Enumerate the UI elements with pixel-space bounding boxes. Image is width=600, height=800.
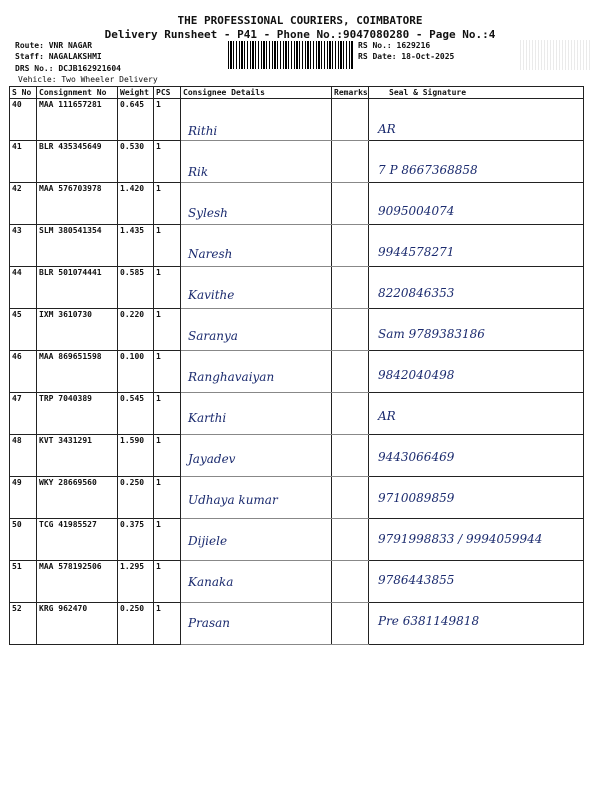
cell-remarks <box>332 561 369 603</box>
cell-remarks <box>332 393 369 435</box>
consignee-handwritten-name: Naresh <box>188 247 233 261</box>
cell-pcs: 1 <box>154 477 181 519</box>
consignee-handwritten-name: Kavithe <box>188 288 235 302</box>
table-row <box>10 393 584 435</box>
cell-sno: 51 <box>10 561 37 603</box>
cell-signature <box>369 393 584 435</box>
cell-sno: 43 <box>10 225 37 267</box>
handwritten-signature: AR <box>378 409 396 423</box>
cell-weight: 1.295 <box>118 561 154 603</box>
cell-weight: 0.250 <box>118 603 154 645</box>
cell-cons: MAA 576703978 <box>37 183 118 225</box>
cell-pcs: 1 <box>154 561 181 603</box>
table-row <box>10 309 584 351</box>
consignee-handwritten-name: Jayadev <box>188 452 236 466</box>
vehicle-label: Vehicle: Two Wheeler Delivery <box>18 75 158 84</box>
cell-remarks <box>332 141 369 183</box>
table-header-row <box>10 87 584 99</box>
cell-cons: MAA 111657281 <box>37 99 118 141</box>
staff-label: Staff: NAGALAKSHMI <box>15 52 102 61</box>
cell-sno: 45 <box>10 309 37 351</box>
cell-cons: WKY 28669560 <box>37 477 118 519</box>
consignee-handwritten-name: Rithi <box>188 124 218 138</box>
handwritten-signature: Sam 9789383186 <box>378 327 485 341</box>
col-header-signature: Seal & Signature <box>369 87 584 99</box>
table-row <box>10 99 584 141</box>
cell-remarks <box>332 477 369 519</box>
cell-cons: MAA 578192506 <box>37 561 118 603</box>
cell-weight: 0.530 <box>118 141 154 183</box>
cell-weight: 0.375 <box>118 519 154 561</box>
table-row <box>10 435 584 477</box>
rs-date: RS Date: 18-Oct-2025 <box>358 52 455 61</box>
consignee-handwritten-name: Kanaka <box>188 575 234 589</box>
handwritten-signature: 9710089859 <box>378 491 455 505</box>
col-header-pcs: PCS <box>154 87 181 99</box>
cell-weight: 0.250 <box>118 477 154 519</box>
col-header-sno: S No <box>10 87 37 99</box>
table-row <box>10 351 584 393</box>
consignee-handwritten-name: Udhaya kumar <box>188 493 278 507</box>
cell-pcs: 1 <box>154 351 181 393</box>
table-row <box>10 225 584 267</box>
cell-remarks <box>332 267 369 309</box>
table-row <box>10 477 584 519</box>
runsheet-table <box>9 86 584 645</box>
cell-pcs: 1 <box>154 435 181 477</box>
consignee-handwritten-name: Sylesh <box>188 206 228 220</box>
cell-weight: 0.585 <box>118 267 154 309</box>
handwritten-signature: 8220846353 <box>378 286 455 300</box>
runsheet-title: Delivery Runsheet - P41 - Phone No.:9047080280 - Page No.:4 <box>104 28 496 41</box>
cell-cons: TCG 41985527 <box>37 519 118 561</box>
cell-cons: BLR 501074441 <box>37 267 118 309</box>
cell-weight: 0.545 <box>118 393 154 435</box>
cell-pcs: 1 <box>154 393 181 435</box>
route-label: Route: VNR NAGAR <box>15 41 93 50</box>
cell-weight: 0.645 <box>118 99 154 141</box>
cell-signature <box>369 99 584 141</box>
cell-pcs: 1 <box>154 141 181 183</box>
col-header-remarks: Remarks <box>332 87 369 99</box>
cell-cons: SLM 380541354 <box>37 225 118 267</box>
cell-pcs: 1 <box>154 225 181 267</box>
handwritten-signature: 9842040498 <box>378 368 455 382</box>
faint-barcode-image <box>520 40 590 70</box>
col-header-consignment: Consignment No <box>37 87 118 99</box>
cell-sno: 49 <box>10 477 37 519</box>
consignee-handwritten-name: Karthi <box>188 411 227 425</box>
cell-sno: 41 <box>10 141 37 183</box>
cell-cons: IXM 3610730 <box>37 309 118 351</box>
handwritten-signature: 9443066469 <box>378 450 455 464</box>
handwritten-signature: Pre 6381149818 <box>378 614 480 628</box>
cell-cons: TRP 7040389 <box>37 393 118 435</box>
cell-weight: 0.220 <box>118 309 154 351</box>
cell-pcs: 1 <box>154 99 181 141</box>
table-row <box>10 267 584 309</box>
consignee-handwritten-name: Prasan <box>188 616 231 630</box>
cell-pcs: 1 <box>154 519 181 561</box>
cell-remarks <box>332 351 369 393</box>
handwritten-signature: 9791998833 / 9994059944 <box>378 532 543 546</box>
cell-cons: BLR 435345649 <box>37 141 118 183</box>
handwritten-signature: 9944578271 <box>378 245 455 259</box>
cell-remarks <box>332 603 369 645</box>
col-header-consignee: Consignee Details <box>181 87 332 99</box>
cell-remarks <box>332 309 369 351</box>
handwritten-signature: AR <box>378 122 396 136</box>
cell-pcs: 1 <box>154 183 181 225</box>
cell-sno: 44 <box>10 267 37 309</box>
handwritten-signature: 9095004074 <box>378 204 455 218</box>
cell-sno: 40 <box>10 99 37 141</box>
cell-sno: 52 <box>10 603 37 645</box>
consignee-handwritten-name: Dijiele <box>188 534 228 548</box>
consignee-handwritten-name: Ranghavaiyan <box>188 370 275 384</box>
table-row <box>10 141 584 183</box>
cell-pcs: 1 <box>154 267 181 309</box>
cell-sno: 42 <box>10 183 37 225</box>
cell-remarks <box>332 99 369 141</box>
drs-label: DRS No.: DCJB162921604 <box>15 64 121 73</box>
cell-cons: KVT 3431291 <box>37 435 118 477</box>
cell-weight: 1.590 <box>118 435 154 477</box>
table-row <box>10 183 584 225</box>
cell-remarks <box>332 225 369 267</box>
cell-remarks <box>332 435 369 477</box>
barcode-image <box>228 41 354 69</box>
cell-sno: 50 <box>10 519 37 561</box>
table-row <box>10 603 584 645</box>
col-header-weight: Weight <box>118 87 154 99</box>
handwritten-signature: 9786443855 <box>378 573 455 587</box>
cell-sno: 47 <box>10 393 37 435</box>
rs-number: RS No.: 1629216 <box>358 41 431 50</box>
cell-cons: MAA 869651598 <box>37 351 118 393</box>
cell-remarks <box>332 183 369 225</box>
cell-pcs: 1 <box>154 603 181 645</box>
cell-weight: 1.435 <box>118 225 154 267</box>
consignee-handwritten-name: Rik <box>188 165 209 179</box>
cell-pcs: 1 <box>154 309 181 351</box>
consignee-handwritten-name: Saranya <box>188 329 238 343</box>
company-title: THE PROFESSIONAL COURIERS, COIMBATORE <box>177 14 423 27</box>
cell-cons: KRG 962470 <box>37 603 118 645</box>
cell-sno: 46 <box>10 351 37 393</box>
cell-sno: 48 <box>10 435 37 477</box>
cell-remarks <box>332 519 369 561</box>
handwritten-signature: 7 P 8667368858 <box>378 163 478 177</box>
table-row <box>10 561 584 603</box>
cell-weight: 1.420 <box>118 183 154 225</box>
cell-weight: 0.100 <box>118 351 154 393</box>
